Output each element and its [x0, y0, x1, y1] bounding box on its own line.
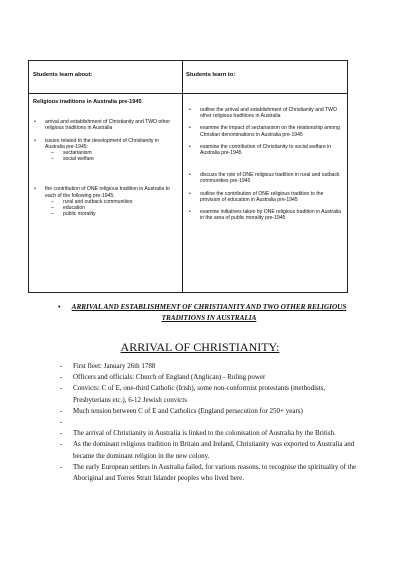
list-item: • arrival and establishment of Christianity and TWO other religious traditions in Australia: [33, 119, 179, 131]
learn-about-column: [33, 99, 179, 217]
note-text: The early European settlers in Australia failed, for various reasons, to recognise the spirituality of the Aboriginal and Torres Strait Islander peoples who lived here.: [73, 462, 357, 483]
note-text: Convicts: C of E, one-third Catholic (Irish), some non-conformist protestants (methodists, Presbyterians etc.), 6-12 Jewish convicts: [73, 384, 326, 404]
note-item: [60, 361, 358, 372]
list-item: • examine the impact of sectarianism on the relationship among Christian denominations in Australia pre-1945: [188, 125, 344, 137]
list-item: • issues related to the development of Christianity in Australia pre-1945:: [33, 138, 179, 150]
note-item: [60, 383, 358, 405]
learn-to-column: [188, 99, 344, 221]
list-item: • examine initiatives taken by ONE religious tradition in Australia in the area of public morality pre-1945: [188, 209, 344, 221]
list-item: • outline the contribution of ONE religious tradition to the provision of education in Australia pre-1945: [188, 191, 344, 203]
sub-item: – public morality: [33, 211, 179, 217]
list-item: • discuss the role of ONE religious tradition in rural and outback communities pre-1945: [188, 172, 344, 184]
topic-heading-text: ARRIVAL AND ESTABLISHMENT OF CHRISTIANITY AND TWO OTHER RELIGIOUS TRADITIONS IN AUSTRALIA: [71, 303, 347, 322]
dash-bullet: -: [60, 429, 63, 438]
table-header-divider: [29, 93, 347, 94]
table-header-learn-to: Students learn to:: [186, 72, 236, 78]
syllabus-table: [28, 60, 348, 293]
dash-bullet: -: [60, 406, 63, 415]
dash-bullet: -: [60, 384, 63, 393]
note-item: [60, 406, 358, 417]
list-item: • examine the contribution of Christianity to social welfare in Australia pre-1945: [188, 144, 344, 156]
topic-heading: [58, 302, 354, 324]
note-text: Much tension between C of E and Catholics (England persecution for 250+ years): [73, 406, 303, 415]
list-item: • outline the arrival and establishment of Christianity and TWO other religious traditions in Australia: [188, 107, 344, 119]
note-item: [60, 417, 358, 428]
dash-bullet: -: [60, 373, 63, 382]
sub-item: – education: [33, 205, 179, 211]
note-item: [60, 428, 358, 439]
notes-list: [60, 361, 358, 484]
sub-item: – rural and outback communities: [33, 199, 179, 205]
section-heading: ARRIVAL OF CHRISTIANITY:: [120, 340, 280, 354]
note-text: As the dominant religious tradition in Britain and Ireland, Christianity was exported to Australia and became the dominant religion in the new colony.: [73, 440, 355, 460]
note-text: The arrival of Christianity in Australia is linked to the colonisation of Australia by the British.: [73, 429, 336, 438]
sub-item: – social welfare: [33, 156, 179, 162]
table-header-learn-about: Students learn about:: [33, 72, 93, 78]
note-item: [60, 372, 358, 383]
list-item: • the contribution of ONE religious tradition in Australia to each of the following pre-1945:: [33, 186, 179, 198]
dash-bullet: -: [60, 362, 63, 370]
note-item: [60, 462, 358, 484]
dash-bullet: -: [60, 440, 63, 449]
dash-bullet: -: [60, 462, 63, 471]
section-title: Religious traditions in Australia pre-1945: [33, 99, 142, 105]
note-text: Officers and officials: Church of England (Anglican) - Ruling power: [73, 373, 266, 382]
dash-bullet: -: [60, 418, 63, 427]
note-text: First fleet: January 26th 1788: [73, 362, 156, 370]
table-column-divider: [182, 61, 183, 292]
bullet-icon: •: [58, 303, 61, 311]
sub-item: – sectarianism: [33, 150, 179, 156]
note-item: [60, 439, 358, 461]
